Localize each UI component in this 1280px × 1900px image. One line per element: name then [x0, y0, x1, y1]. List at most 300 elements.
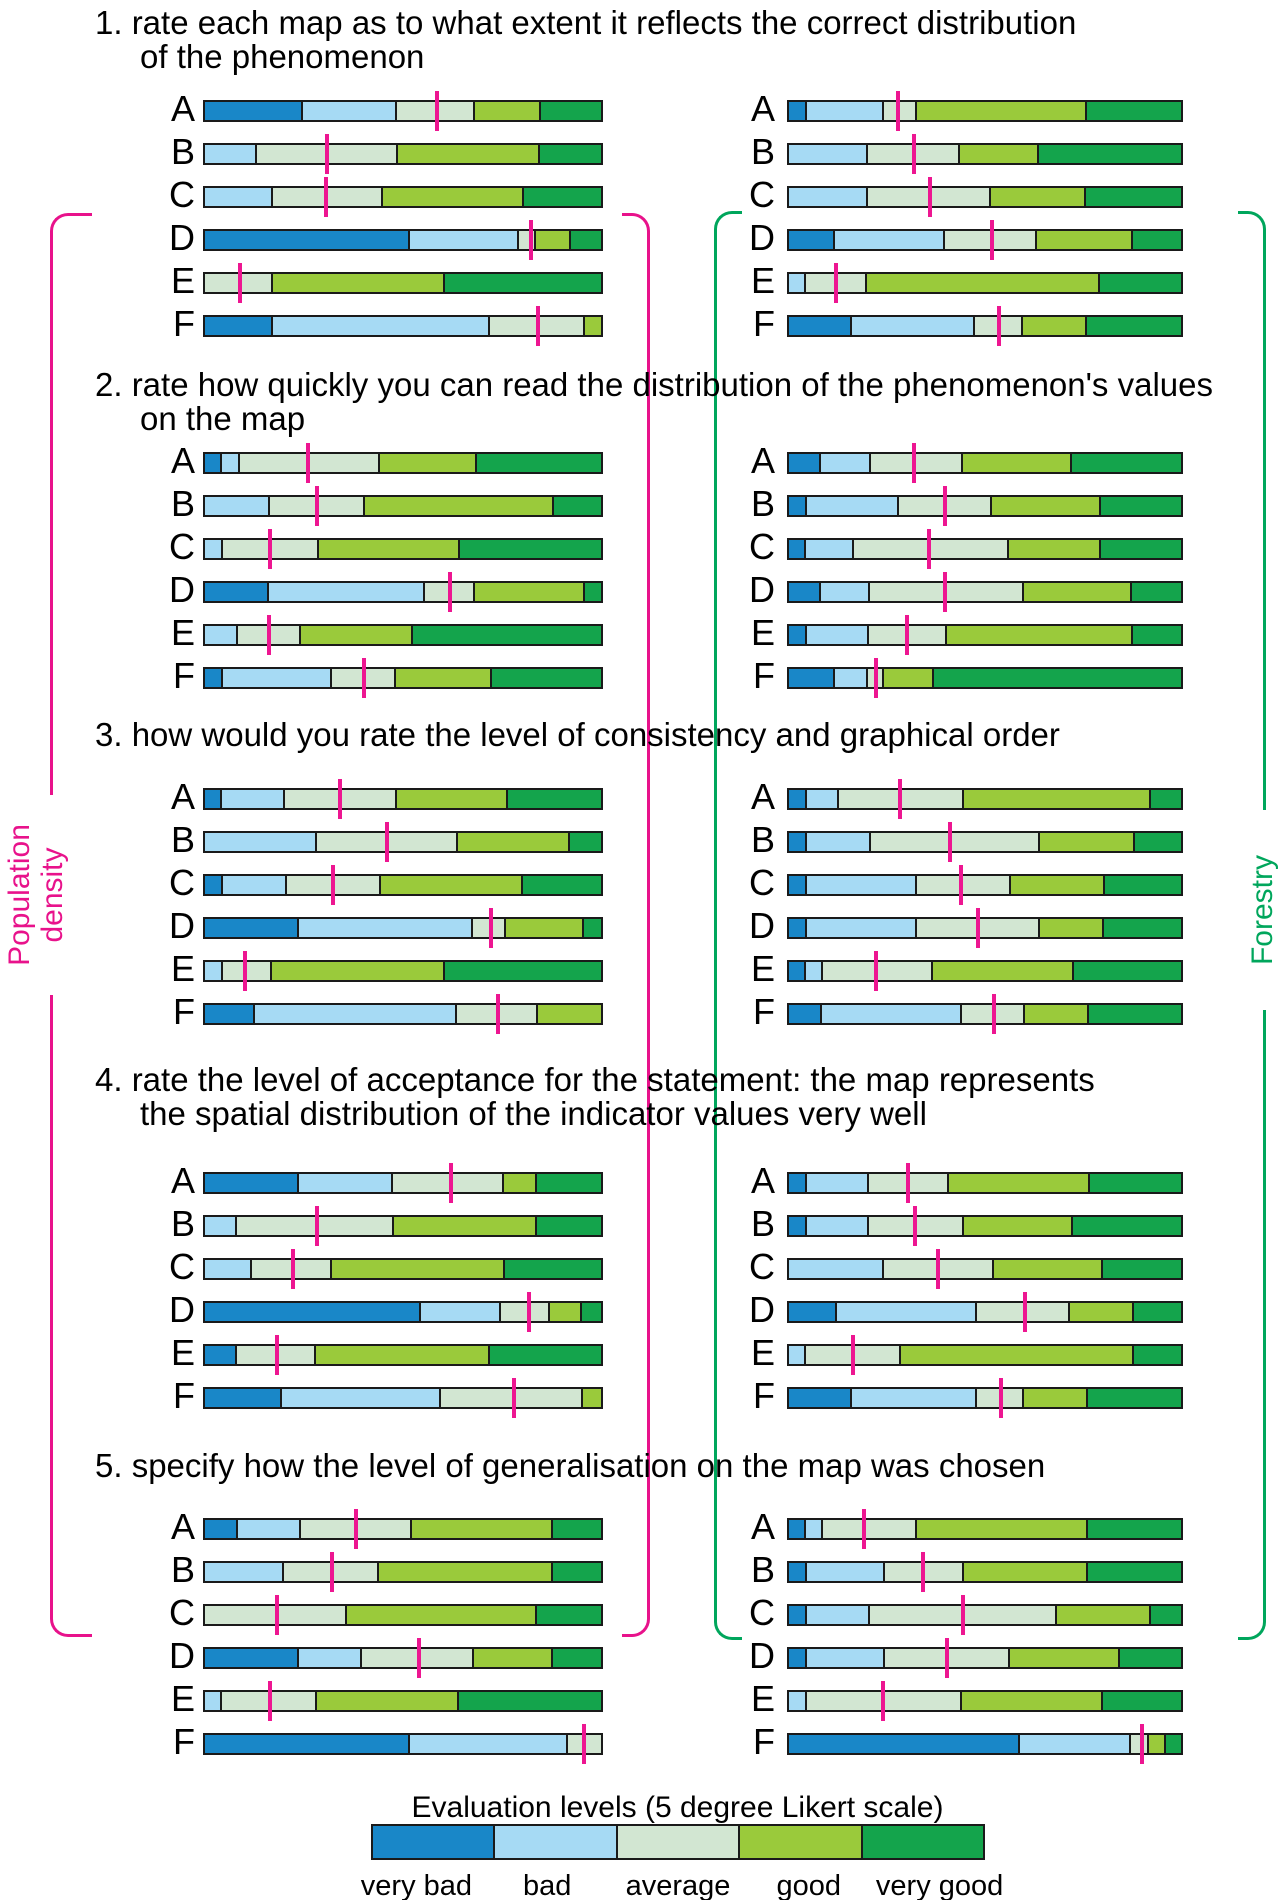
segment-very-bad	[789, 454, 819, 472]
likert-bar-q2-left-F	[203, 667, 603, 689]
segment-very-good	[1098, 274, 1181, 292]
likert-bar-q3-left-E	[203, 960, 603, 982]
map-label-q4-left-F: F	[173, 1375, 195, 1416]
segment-good	[548, 1303, 580, 1321]
segment-bad	[205, 1217, 235, 1235]
likert-bar-q2-right-C	[787, 538, 1183, 560]
likert-bar-q3-right-D	[787, 917, 1183, 939]
map-label-q5-left-C: C	[169, 1592, 195, 1633]
segment-good	[396, 145, 538, 163]
map-label-q3-left-D: D	[169, 905, 195, 946]
map-label-q4-left-C: C	[169, 1246, 195, 1287]
segment-good	[962, 1563, 1086, 1581]
question-2-title: 2. rate how quickly you can read the distribution of the phenomenon's values on the map	[95, 366, 1213, 437]
segment-good	[317, 540, 458, 558]
likert-bar-q4-right-B	[787, 1215, 1183, 1237]
segment-very-bad	[789, 317, 850, 335]
segment-bad	[789, 188, 866, 206]
map-label-q2-right-A: A	[750, 440, 775, 481]
segment-very-bad	[789, 540, 804, 558]
likert-bar-q2-right-F	[787, 667, 1183, 689]
segment-good	[377, 1563, 550, 1581]
map-label-q1-right-C: C	[749, 174, 775, 215]
likert-bar-q4-left-E	[203, 1344, 603, 1366]
legend-color-scale	[371, 1824, 985, 1860]
segment-very-good	[580, 1303, 601, 1321]
segment-very-good	[1118, 1649, 1181, 1667]
segment-very-good	[1070, 454, 1181, 472]
segment-good	[1038, 919, 1102, 937]
likert-bar-q4-left-C	[203, 1258, 603, 1280]
map-label-q3-left-E: E	[170, 948, 195, 989]
segment-good	[473, 583, 583, 601]
median-tick	[912, 443, 916, 483]
segment-very-good	[1164, 1735, 1181, 1753]
segment-bad	[833, 231, 943, 249]
segment-very-bad	[205, 669, 221, 687]
segment-good	[1008, 1649, 1118, 1667]
median-tick	[448, 572, 452, 612]
segment-very-good	[568, 833, 601, 851]
segment-good	[992, 1260, 1102, 1278]
segment-very-good	[1099, 540, 1181, 558]
median-tick	[268, 529, 272, 569]
segment-bad	[850, 1389, 975, 1407]
segment-very-good	[583, 583, 601, 601]
segment-good	[960, 1692, 1101, 1710]
median-tick	[913, 1206, 917, 1246]
median-tick	[943, 572, 947, 612]
legend-label-very-good: very good	[875, 1870, 1004, 1900]
median-tick	[999, 1378, 1003, 1418]
median-tick	[435, 91, 439, 131]
likert-bar-q5-left-A	[203, 1518, 603, 1540]
segment-bad	[789, 1346, 804, 1364]
likert-bar-q2-left-D	[203, 581, 603, 603]
segment-very-bad	[789, 1389, 850, 1407]
legend-swatch-good	[738, 1826, 860, 1858]
median-tick	[331, 865, 335, 905]
segment-bad	[220, 454, 238, 472]
legend-swatch-very-bad	[373, 1826, 493, 1858]
map-label-q3-right-C: C	[749, 862, 775, 903]
map-label-q2-right-F: F	[753, 655, 775, 696]
map-label-q5-right-B: B	[750, 1549, 775, 1590]
segment-very-good	[1071, 1217, 1181, 1235]
likert-bar-q5-left-F	[203, 1733, 603, 1755]
map-label-q2-left-A: A	[170, 440, 195, 481]
map-label-q3-right-D: D	[749, 905, 775, 946]
segment-very-good	[1149, 790, 1181, 808]
segment-very-good	[551, 1649, 601, 1667]
likert-bar-q1-left-F	[203, 315, 603, 337]
segment-very-bad	[789, 231, 833, 249]
segment-bad	[408, 1735, 566, 1753]
segment-good	[536, 1005, 601, 1023]
likert-bar-q4-left-A	[203, 1172, 603, 1194]
median-tick	[324, 177, 328, 217]
segment-very-good	[1149, 1606, 1181, 1624]
segment-good	[473, 102, 539, 120]
segment-very-good	[1131, 231, 1181, 249]
segment-bad	[221, 669, 330, 687]
median-tick	[943, 486, 947, 526]
map-label-q3-left-F: F	[173, 991, 195, 1032]
segment-good	[1038, 833, 1133, 851]
segment-bad	[820, 1005, 959, 1023]
map-label-q5-right-A: A	[750, 1506, 775, 1547]
segment-bad	[805, 833, 868, 851]
segment-very-bad	[205, 102, 301, 120]
likert-bar-q2-left-C	[203, 538, 603, 560]
median-tick	[936, 1249, 940, 1289]
map-label-q1-right-E: E	[750, 260, 775, 301]
segment-very-bad	[205, 1735, 408, 1753]
question-3-title: 3. how would you rate the level of consistency and graphical order	[95, 716, 1060, 753]
segment-bad	[280, 1389, 438, 1407]
map-label-q5-left-D: D	[169, 1635, 195, 1676]
left-group-label-population-density	[3, 795, 69, 995]
segment-very-bad	[789, 790, 805, 808]
likert-bar-q2-right-D	[787, 581, 1183, 603]
likert-bar-q5-left-E	[203, 1690, 603, 1712]
segment-very-good	[569, 231, 601, 249]
segment-good	[395, 790, 506, 808]
segment-very-bad	[789, 1649, 805, 1667]
segment-good	[945, 626, 1131, 644]
likert-bar-q1-right-C	[787, 186, 1183, 208]
segment-average	[975, 1303, 1068, 1321]
likert-bar-q4-right-F	[787, 1387, 1183, 1409]
segment-good	[502, 1174, 535, 1192]
segment-very-good	[490, 669, 601, 687]
segment-very-bad	[789, 497, 805, 515]
map-label-q5-right-E: E	[750, 1678, 775, 1719]
segment-bad	[236, 1520, 299, 1538]
likert-bar-q4-left-F	[203, 1387, 603, 1409]
segment-very-bad	[789, 1303, 835, 1321]
map-label-q3-right-E: E	[750, 948, 775, 989]
segment-very-good	[1130, 583, 1181, 601]
segment-very-bad	[789, 876, 805, 894]
segment-bad	[221, 876, 285, 894]
segment-good	[270, 962, 443, 980]
likert-bar-q1-right-B	[787, 143, 1183, 165]
map-label-q5-left-A: A	[170, 1506, 195, 1547]
median-tick	[896, 91, 900, 131]
map-label-q4-left-D: D	[169, 1289, 195, 1330]
map-label-q5-right-F: F	[753, 1721, 775, 1762]
likert-bar-q3-right-B	[787, 831, 1183, 853]
segment-good	[931, 962, 1072, 980]
map-label-q1-left-B: B	[170, 131, 195, 172]
segment-very-good	[1085, 317, 1181, 335]
likert-bar-q5-left-D	[203, 1647, 603, 1669]
segment-very-good	[1086, 1563, 1181, 1581]
median-tick	[291, 1249, 295, 1289]
median-tick	[267, 615, 271, 655]
segment-very-good	[503, 1260, 601, 1278]
likert-bar-q2-left-E	[203, 624, 603, 646]
question-4-title: 4. rate the level of acceptance for the statement: the map represents the spatial distribution of the indicator values very well	[95, 1061, 1095, 1132]
segment-good	[363, 497, 553, 515]
likert-bar-q3-left-F	[203, 1003, 603, 1025]
segment-bad	[253, 1005, 456, 1023]
segment-very-good	[1072, 962, 1181, 980]
segment-very-good	[551, 1520, 601, 1538]
segment-very-bad	[789, 583, 819, 601]
likert-bar-q2-right-B	[787, 495, 1183, 517]
likert-bar-q1-right-A	[787, 100, 1183, 122]
segment-very-good	[1101, 1260, 1181, 1278]
median-tick	[275, 1335, 279, 1375]
median-tick	[315, 1206, 319, 1246]
segment-bad	[205, 188, 271, 206]
segment-very-good	[582, 919, 601, 937]
segment-bad	[805, 102, 882, 120]
segment-bad	[805, 626, 867, 644]
map-label-q4-right-C: C	[749, 1246, 775, 1287]
segment-very-bad	[205, 231, 408, 249]
segment-bad	[301, 102, 395, 120]
segment-average	[439, 1389, 581, 1407]
segment-very-good	[1085, 102, 1181, 120]
segment-bad	[805, 1174, 867, 1192]
legend-title: Evaluation levels (5 degree Likert scale)	[411, 1791, 944, 1824]
map-label-q1-right-D: D	[749, 217, 775, 258]
median-tick	[449, 1163, 453, 1203]
segment-very-good	[443, 962, 601, 980]
segment-bad	[205, 540, 221, 558]
segment-very-bad	[205, 919, 297, 937]
segment-bad	[1018, 1735, 1129, 1753]
likert-bar-q3-left-C	[203, 874, 603, 896]
segment-bad	[804, 1520, 821, 1538]
segment-good	[1022, 1389, 1087, 1407]
likert-bar-q3-right-C	[787, 874, 1183, 896]
map-label-q2-right-D: D	[749, 569, 775, 610]
median-tick	[338, 779, 342, 819]
segment-very-bad	[789, 919, 805, 937]
segment-good	[961, 454, 1069, 472]
median-tick	[238, 263, 242, 303]
map-label-q5-right-C: C	[749, 1592, 775, 1633]
right-group-label-forestry	[1242, 810, 1280, 1010]
median-tick	[1023, 1292, 1027, 1332]
segment-very-good	[458, 540, 601, 558]
segment-bad	[267, 583, 423, 601]
segment-bad	[205, 1692, 220, 1710]
map-label-q1-right-A: A	[750, 88, 775, 129]
segment-very-good	[1086, 1520, 1181, 1538]
map-label-q1-right-B: B	[750, 131, 775, 172]
segment-very-bad	[789, 1606, 805, 1624]
segment-very-bad	[789, 1217, 805, 1235]
segment-bad	[819, 583, 867, 601]
map-label-q5-left-E: E	[170, 1678, 195, 1719]
map-label-q3-left-B: B	[170, 819, 195, 860]
segment-very-good	[1086, 1389, 1181, 1407]
median-tick	[862, 1509, 866, 1549]
median-tick	[898, 779, 902, 819]
segment-very-bad	[789, 1005, 820, 1023]
median-tick	[325, 134, 329, 174]
segment-very-good	[443, 274, 601, 292]
likert-bar-q5-left-C	[203, 1604, 603, 1626]
median-tick	[976, 908, 980, 948]
segment-good	[947, 1174, 1088, 1192]
median-tick	[874, 658, 878, 698]
legend-label-very-bad: very bad	[360, 1870, 473, 1900]
segment-very-good	[1103, 876, 1181, 894]
likert-bar-q4-left-B	[203, 1215, 603, 1237]
segment-good	[1007, 540, 1099, 558]
likert-bar-q2-right-A	[787, 452, 1183, 474]
segment-very-good	[535, 1174, 601, 1192]
map-label-q5-left-F: F	[173, 1721, 195, 1762]
median-tick	[959, 865, 963, 905]
median-tick	[905, 615, 909, 655]
segment-good	[990, 497, 1098, 515]
segment-very-good	[551, 1563, 601, 1581]
likert-bar-q1-left-D	[203, 229, 603, 251]
median-tick	[362, 658, 366, 698]
segment-very-bad	[789, 669, 833, 687]
segment-good	[330, 1260, 504, 1278]
median-tick	[921, 1552, 925, 1592]
map-label-q4-left-E: E	[170, 1332, 195, 1373]
segment-very-good	[535, 1606, 601, 1624]
segment-very-bad	[205, 790, 220, 808]
segment-bad	[819, 454, 868, 472]
median-tick	[268, 1681, 272, 1721]
segment-bad	[205, 1563, 282, 1581]
likert-bar-q2-right-E	[787, 624, 1183, 646]
segment-bad	[408, 231, 517, 249]
segment-good	[1147, 1735, 1164, 1753]
segment-very-bad	[205, 1303, 419, 1321]
legend-swatch-very-good	[861, 1826, 983, 1858]
segment-bad	[789, 1692, 805, 1710]
segment-good	[394, 669, 490, 687]
segment-good	[392, 1217, 535, 1235]
segment-bad	[419, 1303, 499, 1321]
likert-bar-q5-right-D	[787, 1647, 1183, 1669]
segment-average	[869, 833, 1039, 851]
map-label-q2-left-E: E	[170, 612, 195, 653]
median-tick	[489, 908, 493, 948]
segment-bad	[789, 145, 866, 163]
segment-very-good	[1131, 626, 1181, 644]
map-label-q2-left-C: C	[169, 526, 195, 567]
segment-very-bad	[205, 876, 221, 894]
segment-good	[865, 274, 1098, 292]
segment-very-good	[1037, 145, 1181, 163]
map-label-q1-left-E: E	[170, 260, 195, 301]
segment-very-bad	[205, 1649, 297, 1667]
segment-good	[899, 1346, 1133, 1364]
segment-average	[391, 1174, 502, 1192]
median-tick	[243, 951, 247, 991]
legend-swatch-average	[616, 1826, 738, 1858]
segment-bad	[271, 317, 488, 335]
segment-very-bad	[789, 1563, 805, 1581]
question-1-title: 1. rate each map as to what extent it reflects the correct distribution of the phenomenon	[95, 4, 1077, 75]
segment-good	[915, 102, 1085, 120]
median-tick	[275, 1595, 279, 1635]
likert-bar-q1-left-B	[203, 143, 603, 165]
map-label-q4-right-E: E	[750, 1332, 775, 1373]
map-label-q2-right-B: B	[750, 483, 775, 524]
likert-bar-q4-right-D	[787, 1301, 1183, 1323]
map-label-q4-right-A: A	[750, 1160, 775, 1201]
median-tick	[385, 822, 389, 862]
segment-very-bad	[205, 1005, 253, 1023]
left-group-label-line1: Population	[3, 824, 36, 966]
map-label-q3-right-F: F	[753, 991, 775, 1032]
median-tick	[906, 1163, 910, 1203]
median-tick	[928, 177, 932, 217]
segment-very-bad	[205, 317, 271, 335]
median-tick	[912, 134, 916, 174]
map-label-q4-left-A: A	[170, 1160, 195, 1201]
segment-average	[235, 1217, 392, 1235]
segment-good	[315, 1692, 457, 1710]
map-label-q5-right-D: D	[749, 1635, 775, 1676]
segment-bad	[833, 669, 866, 687]
map-label-q3-left-C: C	[169, 862, 195, 903]
likert-bar-q3-right-E	[787, 960, 1183, 982]
segment-very-good	[1087, 1005, 1181, 1023]
segment-very-good	[1133, 833, 1181, 851]
likert-bar-q3-left-B	[203, 831, 603, 853]
segment-good	[989, 188, 1084, 206]
map-label-q1-left-F: F	[173, 303, 195, 344]
segment-very-bad	[789, 1174, 805, 1192]
segment-very-good	[1102, 919, 1181, 937]
right-group-label-text: Forestry	[1245, 855, 1279, 966]
segment-very-bad	[205, 1174, 297, 1192]
likert-bar-q5-right-C	[787, 1604, 1183, 1626]
segment-very-good	[1101, 1692, 1181, 1710]
median-tick	[927, 529, 931, 569]
segment-bad	[297, 919, 471, 937]
map-label-q4-right-F: F	[753, 1375, 775, 1416]
segment-very-good	[1084, 188, 1181, 206]
segment-good	[345, 1606, 535, 1624]
map-label-q1-left-C: C	[169, 174, 195, 215]
median-tick	[990, 220, 994, 260]
question-5-title: 5. specify how the level of generalisation on the map was chosen	[95, 1447, 1046, 1484]
median-tick	[1140, 1724, 1144, 1764]
map-label-q4-right-B: B	[750, 1203, 775, 1244]
segment-very-bad	[789, 833, 805, 851]
segment-very-good	[932, 669, 1181, 687]
segment-bad	[205, 145, 255, 163]
map-label-q3-right-B: B	[750, 819, 775, 860]
map-label-q1-left-D: D	[169, 217, 195, 258]
likert-bar-q5-right-B	[787, 1561, 1183, 1583]
likert-bar-q1-right-D	[787, 229, 1183, 251]
likert-bar-q4-right-C	[787, 1258, 1183, 1280]
segment-very-good	[1132, 1303, 1181, 1321]
segment-good	[299, 626, 411, 644]
median-tick	[527, 1292, 531, 1332]
segment-very-good	[539, 102, 601, 120]
segment-bad	[805, 1217, 867, 1235]
segment-good	[472, 1649, 551, 1667]
likert-bar-q5-right-E	[787, 1690, 1183, 1712]
